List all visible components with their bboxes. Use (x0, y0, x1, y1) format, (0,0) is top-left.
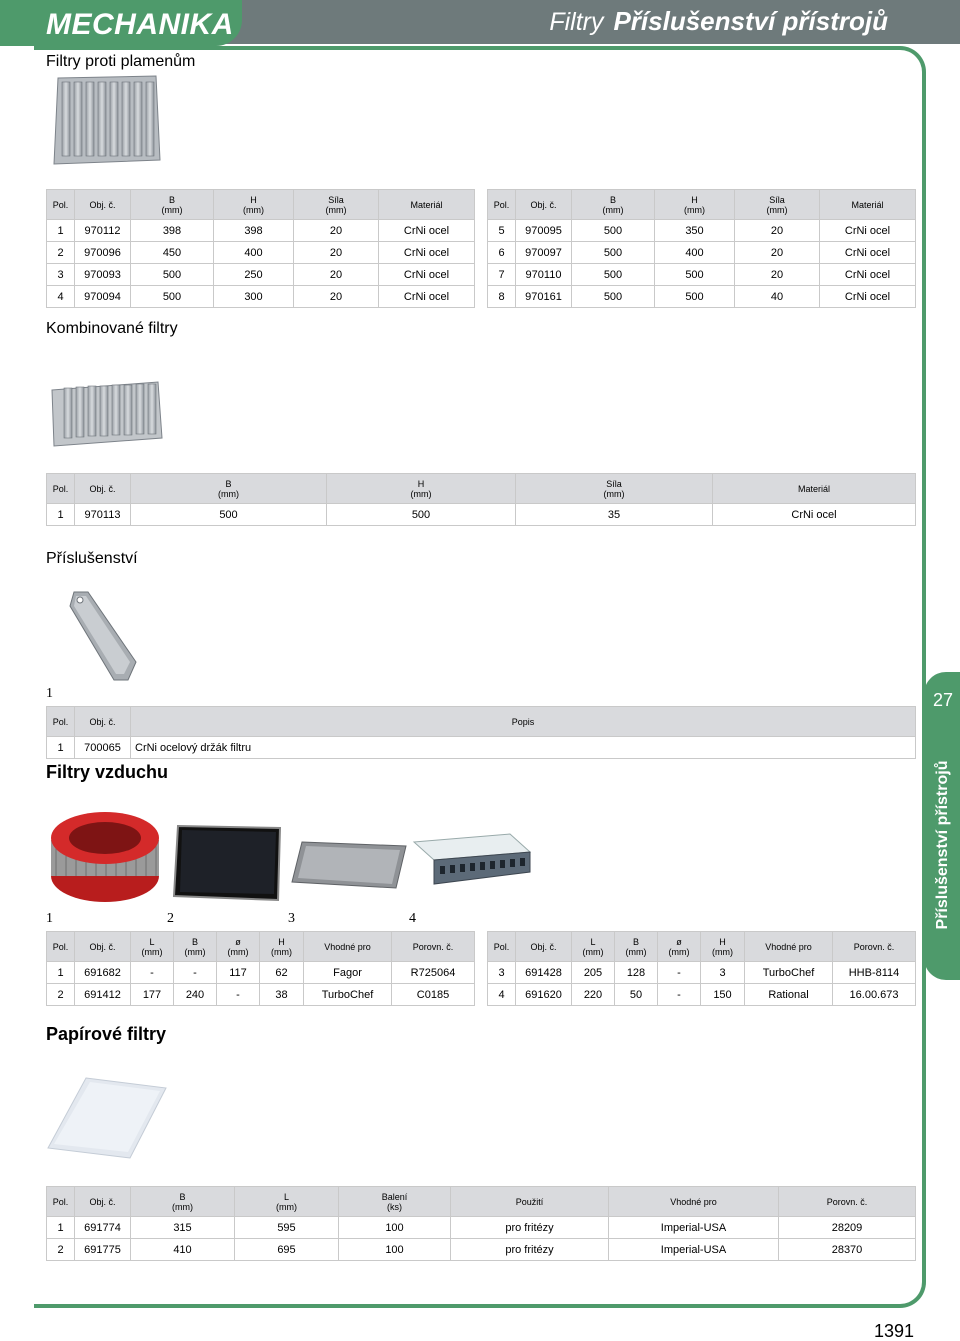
table-row (47, 1217, 916, 1239)
cell: 117 (217, 962, 260, 984)
col-header: H (mm) (327, 474, 516, 504)
page-number: 1391 (873, 1321, 914, 1341)
table-row (488, 242, 916, 264)
cell: CrNi ocel (820, 264, 916, 286)
figure-number: 1 (46, 911, 53, 926)
cell: HHB-8114 (833, 962, 916, 984)
figure-number: 2 (167, 911, 174, 926)
table-header-row (488, 190, 916, 220)
cell: 2 (47, 984, 75, 1006)
col-header: Síla (mm) (294, 190, 379, 220)
col-header: Pol. (47, 1187, 75, 1217)
cell: 315 (131, 1217, 235, 1239)
cell: 500 (655, 264, 735, 286)
cell: 398 (214, 220, 294, 242)
cell: 691775 (75, 1239, 131, 1261)
table-row (47, 504, 916, 526)
cell: 410 (131, 1239, 235, 1261)
table-header-row (47, 932, 475, 962)
col-header: Vhodné pro (609, 1187, 779, 1217)
accessories-table (46, 706, 916, 759)
round-air-filter-image (48, 806, 162, 906)
cell: 500 (572, 220, 655, 242)
cell: 500 (655, 286, 735, 308)
cell: 691774 (75, 1217, 131, 1239)
cell: 250 (214, 264, 294, 286)
col-header: Porovn. č. (779, 1187, 916, 1217)
col-header: Porovn. č. (392, 932, 475, 962)
table-row (488, 286, 916, 308)
cell: 40 (735, 286, 820, 308)
table-row (47, 737, 916, 759)
cell: CrNi ocel (379, 220, 475, 242)
cell: 695 (235, 1239, 339, 1261)
cell: 970095 (516, 220, 572, 242)
col-header: L (mm) (572, 932, 615, 962)
cell: TurboChef (745, 962, 833, 984)
cell: Rational (745, 984, 833, 1006)
cell: CrNi ocel (820, 242, 916, 264)
cell: 1 (47, 1217, 75, 1239)
cell: 500 (131, 286, 214, 308)
cell: CrNi ocel (379, 242, 475, 264)
section-title-combined: Kombinované filtry (46, 320, 178, 337)
cell: 150 (701, 984, 745, 1006)
cell: 691412 (75, 984, 131, 1006)
cell: 5 (488, 220, 516, 242)
brand-title: MECHANIKA (46, 8, 234, 41)
table-row (488, 962, 916, 984)
cell: 20 (294, 286, 379, 308)
air-table-left (46, 931, 475, 1006)
cell: 20 (294, 220, 379, 242)
cell: CrNi ocelový držák filtru (131, 737, 916, 759)
cell: 205 (572, 962, 615, 984)
cell: 100 (339, 1217, 451, 1239)
cell: pro fritézy (451, 1239, 609, 1261)
cell: - (131, 962, 174, 984)
col-header: Síla (mm) (516, 474, 713, 504)
paper-filter-image (46, 1074, 168, 1160)
cell: 28370 (779, 1239, 916, 1261)
cell: 500 (131, 264, 214, 286)
table-row (47, 286, 475, 308)
table-row (47, 242, 475, 264)
cell: 700065 (75, 737, 131, 759)
cell: 500 (572, 264, 655, 286)
cell: 350 (655, 220, 735, 242)
cell: 970093 (75, 264, 131, 286)
cell: 100 (339, 1239, 451, 1261)
col-header: H (mm) (260, 932, 304, 962)
cell: Fagor (304, 962, 392, 984)
cell: 500 (572, 242, 655, 264)
col-header: Vhodné pro (745, 932, 833, 962)
cell: 4 (488, 984, 516, 1006)
cell: 3 (47, 264, 75, 286)
combined-table (46, 473, 916, 526)
header-category: Filtry (549, 8, 604, 36)
cell: - (217, 984, 260, 1006)
cell: 691620 (516, 984, 572, 1006)
table-row (47, 962, 475, 984)
mesh-air-filter-image (290, 840, 408, 890)
table-header-row (488, 932, 916, 962)
col-header: H (mm) (655, 190, 735, 220)
chapter-number: 27 (932, 690, 954, 710)
cell: Imperial-USA (609, 1239, 779, 1261)
cell: 28209 (779, 1217, 916, 1239)
figure-number: 3 (288, 911, 295, 926)
col-header: Pol. (488, 932, 516, 962)
col-header: Pol. (47, 474, 75, 504)
table-row (488, 220, 916, 242)
cell: CrNi ocel (820, 286, 916, 308)
col-header: Obj. č. (75, 1187, 131, 1217)
cell: CrNi ocel (820, 220, 916, 242)
section-title-air: Filtry vzduchu (46, 762, 169, 782)
cell: 691682 (75, 962, 131, 984)
figure-number: 4 (409, 911, 416, 926)
flame-filter-image (50, 72, 162, 166)
col-header: B (mm) (615, 932, 658, 962)
col-header: B (mm) (131, 474, 327, 504)
carbon-air-filter-image (172, 824, 284, 902)
col-header: Obj. č. (75, 474, 131, 504)
section-title-paper: Papírové filtry (46, 1024, 167, 1044)
side-tab-label: Příslušenství přístrojů (934, 760, 951, 930)
cell: 1 (47, 962, 75, 984)
flame-table-right (487, 189, 916, 308)
col-header: Vhodné pro (304, 932, 392, 962)
col-header: Obj. č. (75, 707, 131, 737)
cell: 398 (131, 220, 214, 242)
cell: 35 (516, 504, 713, 526)
header-heading (549, 6, 888, 37)
col-header: Pol. (47, 932, 75, 962)
cell: 400 (655, 242, 735, 264)
col-header: Materiál (713, 474, 916, 504)
cell: 240 (174, 984, 217, 1006)
cell: 500 (572, 286, 655, 308)
cell: TurboChef (304, 984, 392, 1006)
col-header: Síla (mm) (735, 190, 820, 220)
cell: 300 (214, 286, 294, 308)
cell: CrNi ocel (379, 286, 475, 308)
col-header: Porovn. č. (833, 932, 916, 962)
flame-table-left (46, 189, 475, 308)
table-header-row (47, 190, 475, 220)
air-table-right (487, 931, 916, 1006)
cell: 970113 (75, 504, 131, 526)
cell: CrNi ocel (713, 504, 916, 526)
table-row (488, 984, 916, 1006)
col-header: Popis (131, 707, 916, 737)
cell: 500 (327, 504, 516, 526)
cell: 4 (47, 286, 75, 308)
col-header: ø (mm) (217, 932, 260, 962)
cell: 450 (131, 242, 214, 264)
cell: 62 (260, 962, 304, 984)
cell: 8 (488, 286, 516, 308)
cell: 177 (131, 984, 174, 1006)
col-header: Pol. (47, 707, 75, 737)
cell: 50 (615, 984, 658, 1006)
figure-number: 1 (46, 686, 53, 701)
cell: - (174, 962, 217, 984)
cell: 220 (572, 984, 615, 1006)
col-header: Pol. (488, 190, 516, 220)
cell: 2 (47, 242, 75, 264)
paper-table (46, 1186, 916, 1261)
cell: - (658, 962, 701, 984)
col-header: B (mm) (174, 932, 217, 962)
cell: 20 (735, 220, 820, 242)
col-header: Materiál (379, 190, 475, 220)
col-header: Pol. (47, 190, 75, 220)
table-header-row (47, 474, 916, 504)
cartridge-air-filter-image (410, 832, 534, 892)
section-title-accessories: Příslušenství (46, 550, 138, 567)
combined-filter-image (50, 380, 164, 448)
page-title: Příslušenství přístrojů (613, 6, 888, 36)
cell: 128 (615, 962, 658, 984)
cell: 16.00.673 (833, 984, 916, 1006)
col-header: Obj. č. (75, 190, 131, 220)
col-header: L (mm) (131, 932, 174, 962)
cell: 3 (701, 962, 745, 984)
filter-holder-image (66, 588, 142, 684)
cell: 20 (735, 264, 820, 286)
table-header-row (47, 707, 916, 737)
cell: 38 (260, 984, 304, 1006)
cell: 20 (294, 242, 379, 264)
table-row (47, 220, 475, 242)
cell: 970094 (75, 286, 131, 308)
col-header: B (mm) (131, 1187, 235, 1217)
cell: 400 (214, 242, 294, 264)
col-header: Obj. č. (75, 932, 131, 962)
cell: - (658, 984, 701, 1006)
col-header: H (mm) (214, 190, 294, 220)
cell: CrNi ocel (379, 264, 475, 286)
col-header: Balení (ks) (339, 1187, 451, 1217)
cell: 970096 (75, 242, 131, 264)
col-header: Obj. č. (516, 190, 572, 220)
cell: C0185 (392, 984, 475, 1006)
table-row (47, 984, 475, 1006)
col-header: ø (mm) (658, 932, 701, 962)
cell: 1 (47, 504, 75, 526)
table-row (47, 264, 475, 286)
col-header: Použití (451, 1187, 609, 1217)
table-row (488, 264, 916, 286)
cell: pro fritézy (451, 1217, 609, 1239)
col-header: L (mm) (235, 1187, 339, 1217)
cell: 2 (47, 1239, 75, 1261)
cell: 1 (47, 220, 75, 242)
cell: 970097 (516, 242, 572, 264)
cell: 7 (488, 264, 516, 286)
cell: 1 (47, 737, 75, 759)
cell: 20 (294, 264, 379, 286)
cell: 500 (131, 504, 327, 526)
cell: 970110 (516, 264, 572, 286)
col-header: Materiál (820, 190, 916, 220)
cell: Imperial-USA (609, 1217, 779, 1239)
cell: 691428 (516, 962, 572, 984)
table-header-row (47, 1187, 916, 1217)
cell: 595 (235, 1217, 339, 1239)
cell: R725064 (392, 962, 475, 984)
table-row (47, 1239, 916, 1261)
col-header: H (mm) (701, 932, 745, 962)
col-header: B (mm) (572, 190, 655, 220)
cell: 3 (488, 962, 516, 984)
cell: 970112 (75, 220, 131, 242)
col-header: Obj. č. (516, 932, 572, 962)
col-header: B (mm) (131, 190, 214, 220)
section-title-flame: Filtry proti plamenům (46, 53, 196, 70)
cell: 20 (735, 242, 820, 264)
cell: 970161 (516, 286, 572, 308)
cell: 6 (488, 242, 516, 264)
